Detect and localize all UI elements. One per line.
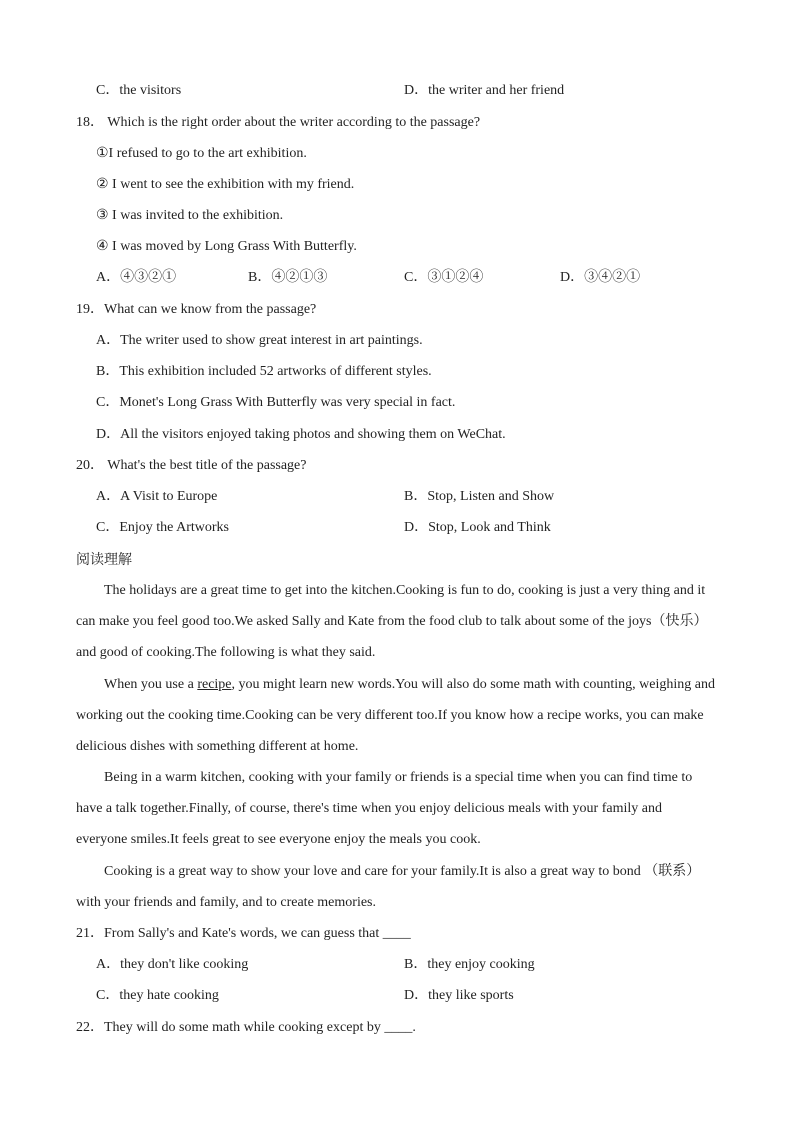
q21-option-d[interactable]: D．they like sports — [404, 988, 514, 1003]
passage-p2-start: When you use a — [104, 677, 198, 692]
q18-item-1: ①I refused to go to the art exhibition. — [96, 146, 307, 161]
q17-option-d[interactable]: D．the writer and her friend — [404, 83, 565, 98]
underlined-word-recipe: recipe — [197, 677, 232, 692]
passage-paragraph-2 — [76, 669, 716, 763]
q19-option-d[interactable]: D．All the visitors enjoyed taking photos and showing them on WeChat. — [96, 427, 506, 442]
passage-p2-rest: , you might learn new words.You will also do some math with counting, weighing and working out the cooking time.Cooking can be very different too.If you know how a recipe works, you can make delicious dishes with something different at home. — [76, 677, 715, 755]
q18-option-c[interactable]: C．③①②④ — [404, 270, 484, 285]
q18-option-d[interactable]: D．③④②① — [560, 270, 641, 285]
q20-option-a[interactable]: A．A Visit to Europe — [96, 489, 218, 504]
q19-stem: 19．What can we know from the passage? — [76, 302, 317, 317]
q21-option-c[interactable]: C．they hate cooking — [96, 988, 219, 1003]
section-title: 阅读理解 — [76, 552, 132, 568]
passage-paragraph-3: Being in a warm kitchen, cooking with your family or friends is a special time when you can find time to have a talk together.Finally, of course, there's time when you enjoy delicious meals with your family and everyone smiles.It feels great to see everyone enjoy the meals you cook. — [76, 770, 693, 848]
q18-item-3: ③ I was invited to the exhibition. — [96, 208, 284, 223]
q21-stem: 21．From Sally's and Kate's words, we can guess that ____ — [76, 926, 411, 941]
q20-option-c[interactable]: C．Enjoy the Artworks — [96, 520, 229, 535]
q21-option-a[interactable]: A．they don't like cooking — [96, 957, 249, 972]
q18-item-2: ② I went to see the exhibition with my friend. — [96, 177, 355, 192]
q22-stem: 22．They will do some math while cooking except by ____. — [76, 1020, 416, 1035]
q20-option-d[interactable]: D．Stop, Look and Think — [404, 520, 551, 535]
q19-option-a[interactable]: A．The writer used to show great interest in art paintings. — [96, 333, 423, 348]
q20-stem: 20． What's the best title of the passage? — [76, 458, 307, 473]
passage-paragraph-1: The holidays are a great time to get into the kitchen.Cooking is fun to do, cooking is just a very thing and it can make you feel good too.We asked Sally and Kate from the food club to talk about some of the joys（快乐） and good of cooking.The following is what they said. — [76, 583, 708, 661]
q19-option-c[interactable]: C．Monet's Long Grass With Butterfly was very special in fact. — [96, 395, 456, 410]
passage-paragraph-4: Cooking is a great way to show your love and care for your family.It is also a great way to bond （联系） with your friends and family, and to create memories. — [76, 864, 701, 911]
q20-option-b[interactable]: B．Stop, Listen and Show — [404, 489, 555, 504]
q18-stem: 18． Which is the right order about the writer according to the passage? — [76, 115, 481, 130]
q18-option-b[interactable]: B．④②①③ — [248, 270, 328, 285]
q18-option-a[interactable]: A．④③②① — [96, 270, 177, 285]
q17-option-c[interactable]: C．the visitors — [96, 83, 182, 98]
q18-item-4: ④ I was moved by Long Grass With Butterfly. — [96, 239, 357, 254]
q21-option-b[interactable]: B．they enjoy cooking — [404, 957, 535, 972]
q19-option-b[interactable]: B．This exhibition included 52 artworks of different styles. — [96, 364, 432, 379]
